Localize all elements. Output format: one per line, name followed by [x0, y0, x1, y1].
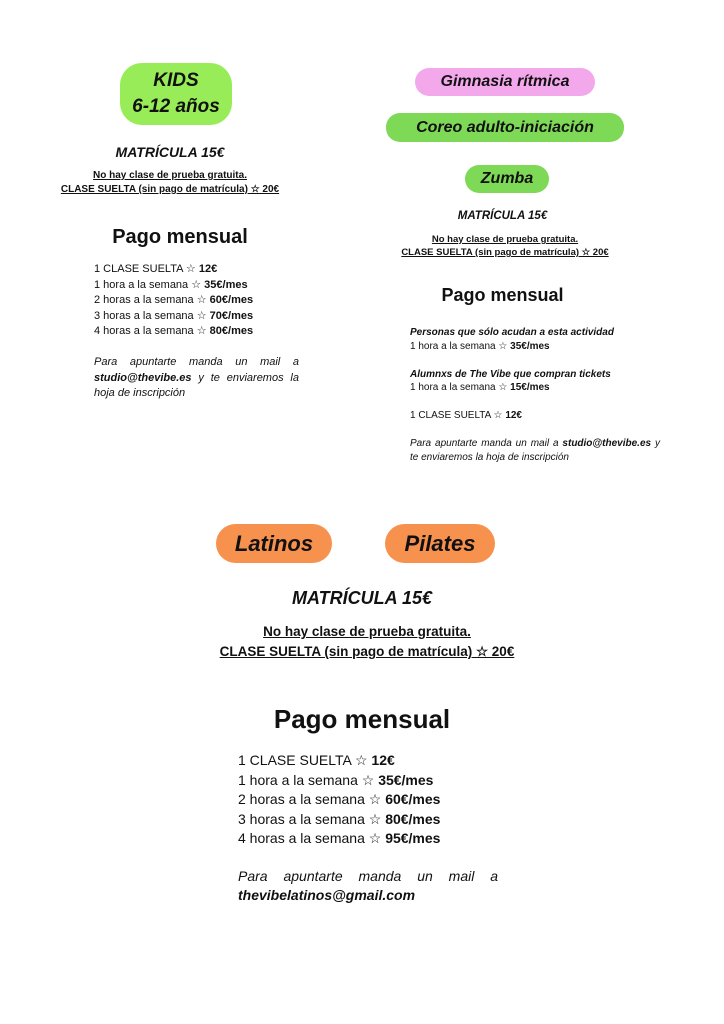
right-matricula: MATRÍCULA 15€	[457, 210, 548, 222]
right-email: studio@thevibe.es	[562, 438, 652, 449]
kids-pago-title: Pago mensual	[112, 226, 248, 248]
tag-latinos: Latinos	[216, 524, 332, 563]
list-item: 2 horas a la semana ☆ 60€/mes	[94, 294, 254, 306]
kids-email: studio@thevibe.es	[94, 371, 192, 384]
list-item: 1 hora a la semana ☆ 35€/mes	[238, 771, 434, 788]
right-group1-price: 1 hora a la semana ☆ 35€/mes	[410, 341, 550, 352]
right-single-price: 1 CLASE SUELTA ☆ 12€	[410, 410, 522, 421]
kids-price-list	[94, 262, 253, 340]
bottom-price-list	[238, 751, 440, 849]
kids-title-line2: 6-12 años	[132, 96, 220, 117]
kids-signup-note: Para apuntarte manda un mail a studio@thevibe.es y te enviaremos la hoja de inscripción	[94, 356, 299, 399]
list-item: 1 CLASE SUELTA ☆ 12€	[94, 263, 218, 275]
tag-zumba: Zumba	[465, 165, 549, 193]
bottom-no-prueba: No hay clase de prueba gratuita.	[263, 624, 471, 639]
right-group1-title: Personas que sólo acudan a esta actividad	[410, 327, 614, 338]
bottom-matricula: MATRÍCULA 15€	[291, 588, 432, 608]
kids-matricula: MATRÍCULA 15€	[115, 144, 225, 160]
right-group2-price: 1 hora a la semana ☆ 15€/mes	[410, 382, 550, 393]
list-item: 2 horas a la semana ☆ 60€/mes	[238, 791, 441, 807]
right-group2-title: Alumnxs de The Vibe que compran tickets	[410, 369, 611, 380]
list-item: 3 horas a la semana ☆ 70€/mes	[94, 309, 254, 322]
right-signup-note: Para apuntarte manda un mail a studio@thevibe.es y te enviaremos la hoja de inscripción	[410, 438, 660, 463]
bottom-pago-title: Pago mensual	[273, 704, 451, 734]
kids-no-prueba: No hay clase de prueba gratuita.	[93, 170, 247, 181]
list-item: 3 horas a la semana ☆ 80€/mes	[238, 810, 441, 827]
kids-clase-suelta: CLASE SUELTA (sin pago de matrícula) ☆ 20€	[60, 184, 280, 195]
tag-coreo-adulto: Coreo adulto-iniciación	[386, 113, 624, 142]
right-clase-suelta: CLASE SUELTA (sin pago de matrícula) ☆ 20€	[401, 247, 609, 258]
tag-pilates: Pilates	[385, 524, 495, 563]
bottom-signup-note: Para apuntarte manda un mail a	[238, 868, 498, 884]
right-no-prueba: No hay clase de prueba gratuita.	[431, 234, 579, 245]
list-item: 4 horas a la semana ☆ 95€/mes	[238, 830, 441, 846]
list-item: 4 horas a la semana ☆ 80€/mes	[94, 325, 254, 337]
list-item: 1 CLASE SUELTA ☆ 12€	[238, 752, 395, 768]
bottom-clase-suelta: CLASE SUELTA (sin pago de matrícula) ☆ 20€	[219, 644, 515, 659]
kids-title-badge	[120, 63, 232, 125]
right-pago-title: Pago mensual	[441, 285, 564, 305]
bottom-email: thevibelatinos@gmail.com	[238, 887, 416, 903]
kids-title-line1: KIDS	[153, 70, 199, 91]
list-item: 1 hora a la semana ☆ 35€/mes	[94, 278, 248, 291]
tag-gimnasia-ritmica: Gimnasia rítmica	[415, 68, 595, 96]
